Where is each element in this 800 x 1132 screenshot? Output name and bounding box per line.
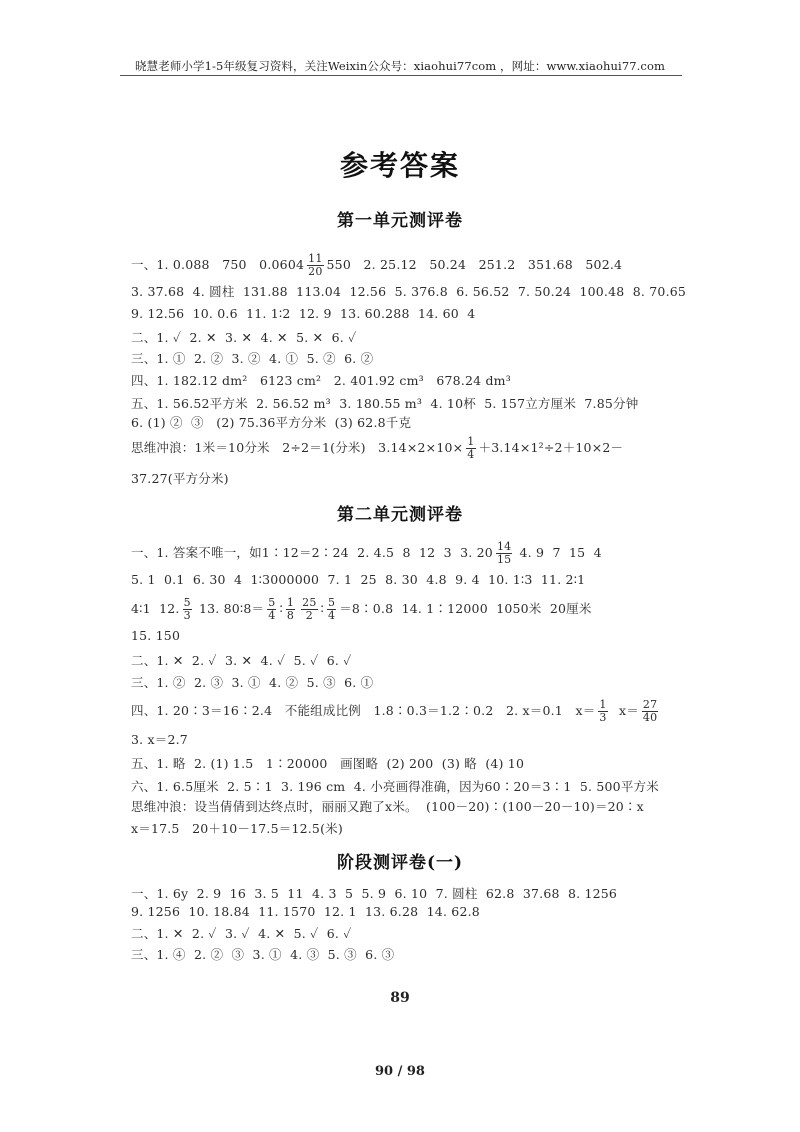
answer-line: 六、1. 6.5厘米 2. 5∶1 3. 196 cm 4. 小亮画得准确，因为60∶20＝3∶1 5. 500平方米 bbox=[131, 779, 659, 794]
fraction-numerator: 5 bbox=[268, 596, 276, 609]
answer-text: 4. 9 7 15 4 bbox=[515, 545, 602, 560]
answer-text: ∶ bbox=[279, 601, 283, 616]
answer-line: 四、1. 182.12 dm² 6123 cm² 2. 401.92 cm³ 678.24 dm³ bbox=[131, 373, 511, 388]
answer-text: x＝ bbox=[610, 703, 639, 718]
answer-text: 一、1. 答案不唯一，如1∶12＝2∶24 2. 4.5 8 12 3 3. 20 bbox=[131, 545, 493, 560]
page-counter: 90 / 98 bbox=[375, 1064, 425, 1079]
fraction bbox=[598, 699, 607, 724]
fraction-numerator: 25 bbox=[302, 596, 317, 609]
answer-line: 一、1. 6y 2. 9 16 3. 5 11 4. 3 5 5. 9 6. 10 7. 圆柱 62.8 37.68 8. 1256 bbox=[131, 886, 618, 901]
header-divider bbox=[120, 75, 682, 76]
answer-line bbox=[131, 699, 661, 724]
answer-text: ＝8∶0.8 14. 1∶12000 1050米 20厘米 bbox=[339, 601, 592, 616]
fraction bbox=[307, 253, 323, 278]
answer-text: ∶ bbox=[320, 601, 324, 616]
answer-line: 思维冲浪：设当倩倩到达终点时，丽丽又跑了x米。 (100－20)∶(100－20－10)＝20∶x bbox=[131, 799, 644, 814]
fraction-denominator: 4 bbox=[328, 609, 336, 622]
answer-line: 5. 1 0.1 6. 30 4 1∶3000000 7. 1 25 8. 30 4.8 9. 4 10. 1∶3 11. 2∶1 bbox=[131, 572, 586, 587]
answer-line: 三、1. ④ 2. ② ③ 3. ① 4. ③ 5. ③ 6. ③ bbox=[131, 947, 395, 962]
fraction bbox=[327, 597, 336, 622]
answer-text: ＋3.14×1²÷2＋10×2－ bbox=[478, 440, 624, 455]
answer-line: 15. 150 bbox=[131, 628, 181, 643]
fraction bbox=[301, 597, 317, 622]
fraction-numerator: 27 bbox=[642, 698, 658, 711]
section-title-unit-2: 第二单元测评卷 bbox=[337, 505, 463, 525]
fraction-denominator: 2 bbox=[305, 609, 313, 622]
answer-text: 4∶1 12. bbox=[131, 601, 180, 616]
fraction-numerator: 5 bbox=[328, 596, 336, 609]
answer-text: 13. 80∶8＝ bbox=[194, 601, 265, 616]
answer-line: 二、1. ✕ 2. ✓ 3. ✓ 4. ✕ 5. ✓ 6. ✓ bbox=[131, 926, 352, 941]
fraction-denominator: 4 bbox=[467, 448, 475, 461]
fraction bbox=[466, 436, 475, 461]
answer-line: x＝17.5 20＋10－17.5＝12.5(米) bbox=[131, 821, 343, 836]
fraction-denominator: 15 bbox=[496, 553, 512, 566]
answer-line bbox=[131, 436, 623, 461]
answer-line: 9. 1256 10. 18.84 11. 1570 12. 1 13. 6.28 14. 62.8 bbox=[131, 904, 480, 919]
section-title-stage-1: 阶段测评卷(一) bbox=[336, 853, 464, 873]
fraction-numerator: 1 bbox=[467, 435, 475, 448]
page-header-text: 晓慧老师小学1-5年级复习资料，关注Weixin公众号：xiaohui77com ，网址：www.xiaohui77.com bbox=[135, 59, 665, 73]
answer-line: 五、1. 56.52平方米 2. 56.52 m³ 3. 180.55 m³ 4. 10杯 5. 157立方厘米 7.85分钟 bbox=[131, 396, 639, 411]
answer-line: 3. x＝2.7 bbox=[131, 732, 188, 747]
fraction-denominator: 20 bbox=[308, 265, 323, 278]
fraction bbox=[183, 597, 192, 622]
fraction-numerator: 1 bbox=[286, 596, 295, 609]
page-title: 参考答案 bbox=[339, 149, 460, 182]
answer-line: 三、1. ① 2. ② 3. ② 4. ① 5. ② 6. ② bbox=[131, 351, 374, 366]
answer-line bbox=[131, 597, 592, 622]
answer-text: 550 2. 25.12 50.24 251.2 351.68 502.4 bbox=[326, 257, 623, 272]
answer-line: 9. 12.56 10. 0.6 11. 1∶2 12. 9 13. 60.288 14. 60 4 bbox=[131, 306, 476, 321]
fraction-denominator: 8 bbox=[286, 609, 295, 622]
fraction-numerator: 11 bbox=[308, 252, 323, 265]
page-number: 89 bbox=[390, 990, 410, 1006]
answer-line: 二、1. ✓ 2. ✕ 3. ✕ 4. ✕ 5. ✕ 6. ✓ bbox=[131, 330, 357, 345]
answer-line: 三、1. ② 2. ③ 3. ① 4. ② 5. ③ 6. ① bbox=[131, 675, 374, 690]
fraction-numerator: 1 bbox=[599, 698, 607, 711]
answer-line: 37.27(平方分米) bbox=[131, 471, 229, 486]
answer-text: 一、1. 0.088 750 0.0604 bbox=[131, 257, 305, 272]
fraction-denominator: 4 bbox=[268, 609, 276, 622]
fraction bbox=[642, 699, 658, 724]
answer-line: 3. 37.68 4. 圆柱 131.88 113.04 12.56 5. 376.8 6. 56.52 7. 50.24 100.48 8. 70.65 bbox=[131, 284, 687, 299]
answer-line: 五、1. 略 2. (1) 1.5 1∶20000 画图略 (2) 200 (3) 略 (4) 10 bbox=[131, 756, 525, 771]
answer-line: 二、1. ✕ 2. ✓ 3. ✕ 4. ✓ 5. ✓ 6. ✓ bbox=[131, 653, 352, 668]
answer-text: 思维冲浪：1米＝10分米 2÷2＝1(分米) 3.14×2×10× bbox=[131, 440, 464, 455]
fraction-numerator: 5 bbox=[183, 596, 191, 609]
answer-line bbox=[131, 541, 602, 566]
fraction bbox=[286, 597, 295, 622]
fraction-denominator: 3 bbox=[183, 609, 191, 622]
fraction-numerator: 14 bbox=[496, 540, 512, 553]
section-title-unit-1: 第一单元测评卷 bbox=[337, 211, 463, 231]
fraction-denominator: 40 bbox=[642, 711, 658, 724]
answer-text: 四、1. 20∶3＝16∶2.4 不能组成比例 1.8∶0.3＝1.2∶0.2 2. x＝0.1 x＝ bbox=[131, 703, 596, 718]
answer-line: 6. (1) ② ③ (2) 75.36平方分米 (3) 62.8千克 bbox=[131, 415, 412, 430]
fraction-denominator: 3 bbox=[599, 711, 607, 724]
fraction bbox=[267, 597, 276, 622]
answer-line bbox=[131, 253, 622, 278]
fraction bbox=[496, 541, 512, 566]
